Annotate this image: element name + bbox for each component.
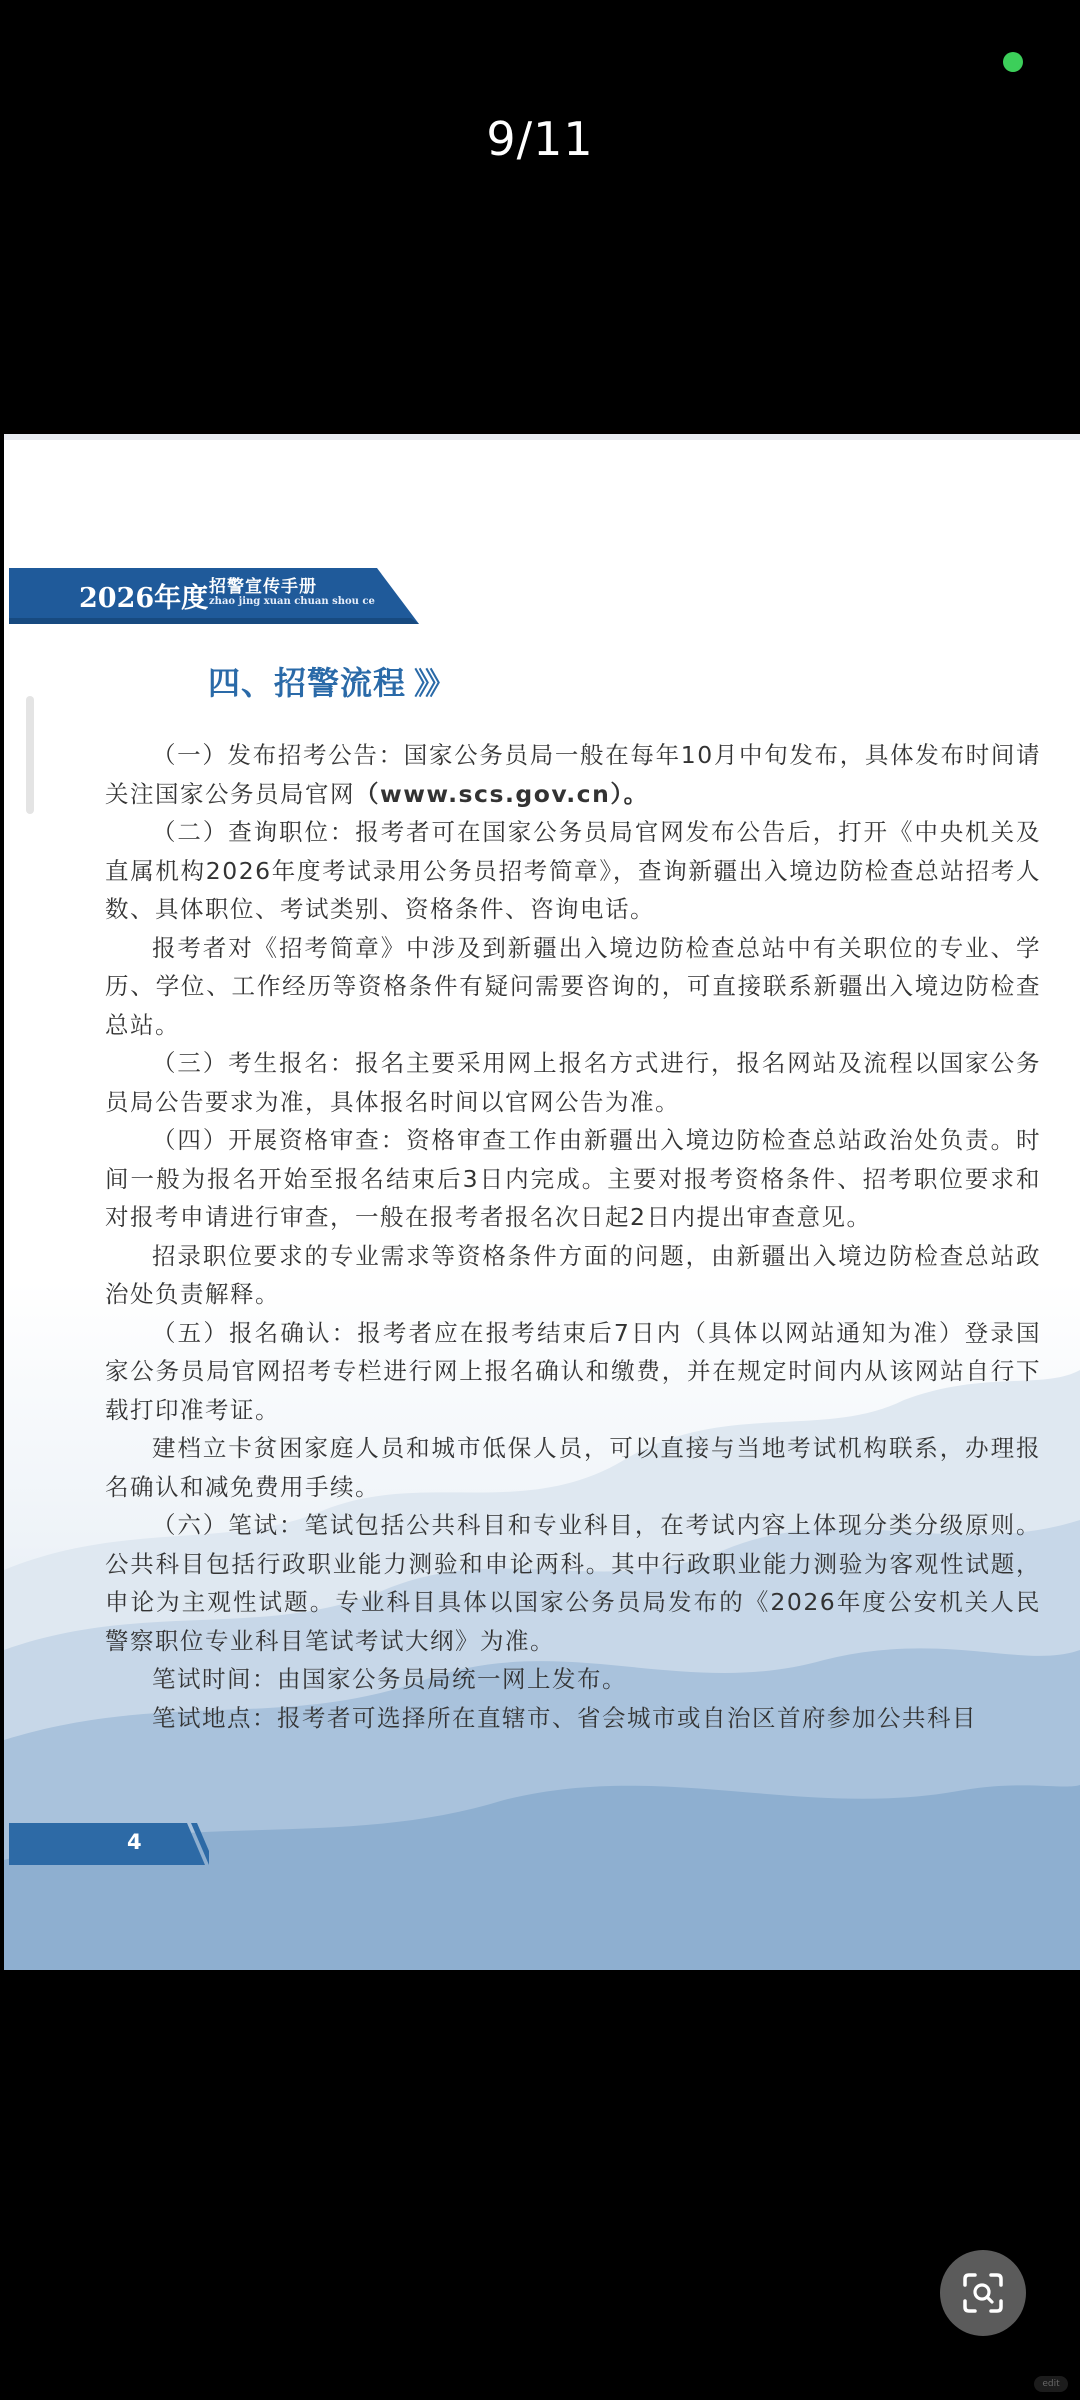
status-indicator-dot bbox=[1003, 52, 1023, 72]
paragraph: 笔试地点：报考者可选择所在直辖市、省会城市或自治区首府参加公共科目 bbox=[152, 1703, 977, 1732]
banner-title: 招警宣传手册 bbox=[209, 577, 317, 597]
banner-year: 2026年度 bbox=[79, 583, 209, 614]
paragraph: 建档立卡贫困家庭人员和城市低保人员，可以直接与当地考试机构联系，办理报名确认和减免费用手续。 bbox=[105, 1434, 1041, 1501]
scrollbar-thumb[interactable] bbox=[26, 696, 34, 814]
paragraph: 笔试时间：由国家公务员局统一网上发布。 bbox=[152, 1665, 627, 1693]
paragraph: 报考者对《招考简章》中涉及到新疆出入境边防检查总站中有关职位的专业、学历、学位、工作经历等资格条件有疑问需要咨询的，可直接联系新疆出入境边防检查总站。 bbox=[105, 933, 1041, 1039]
page-number-tab bbox=[9, 1823, 209, 1865]
paragraph: （六）笔试：笔试包括公共科目和专业科目，在考试内容上体现分类分级原则。公共科目包括行政职业能力测验和申论两科。其中行政职业能力测验为客观性试题，申论为主观性试题。专业科目具体以国家公务员局发布的《2026年度公安机关人民警察职位专业科目笔试考试大纲》为准。 bbox=[105, 1511, 1041, 1655]
paragraph: 招录职位要求的专业需求等资格条件方面的问题，由新疆出入境边防检查总站政治处负责解释。 bbox=[105, 1241, 1041, 1308]
paragraph: （三）考生报名：报名主要采用网上报名方式进行，报名网站及流程以国家公务员局公告要求为准，具体报名时间以官网公告为准。 bbox=[105, 1049, 1041, 1116]
handbook-banner bbox=[9, 568, 419, 624]
paragraph: （五）报名确认：报考者应在报考结束后7日内（具体以网站通知为准）登录国家公务员局官网招考专栏进行网上报名确认和缴费，并在规定时间内从该网站自行下载打印准考证。 bbox=[105, 1318, 1041, 1424]
watermark-badge: edit bbox=[1034, 2376, 1068, 2392]
paragraph-text: （一）发布招考公告：国家公务员局一般在每年10月中旬发布，具体发布时间请关注国家公务员局官网 bbox=[105, 741, 1041, 808]
paragraph bbox=[105, 736, 1041, 813]
scan-icon bbox=[961, 2271, 1005, 2315]
page-number: 4 bbox=[127, 1830, 142, 1854]
section-arrows-icon: 》》 bbox=[414, 667, 452, 702]
page-number-shape bbox=[9, 1823, 209, 1865]
document-page[interactable] bbox=[4, 434, 1080, 1970]
scan-button[interactable] bbox=[940, 2250, 1026, 2336]
paragraph: （四）开展资格审查：资格审查工作由新疆出入境边防检查总站政治处负责。时间一般为报名开始至报名结束后3日内完成。主要对报考资格条件、招考职位要求和对报考申请进行审查，一般在报考者报名次日起2日内提出审查意见。 bbox=[105, 1126, 1041, 1231]
section-title bbox=[208, 658, 451, 704]
website-url: （www.scs.gov.cn）。 bbox=[355, 779, 649, 808]
paragraph: （二）查询职位：报考者可在国家公务员局官网发布公告后，打开《中央机关及直属机构2026年度考试录用公务员招考简章》，查询新疆出入境边防检查总站招考人数、具体职位、考试类别、资格条件、咨询电话。 bbox=[105, 818, 1041, 923]
banner-pinyin: zhao jing xuan chuan shou ce bbox=[209, 596, 375, 607]
section-title-text: 四、招警流程 bbox=[208, 664, 407, 702]
body-text bbox=[105, 736, 1041, 1737]
page-counter: 9/11 bbox=[486, 112, 594, 166]
